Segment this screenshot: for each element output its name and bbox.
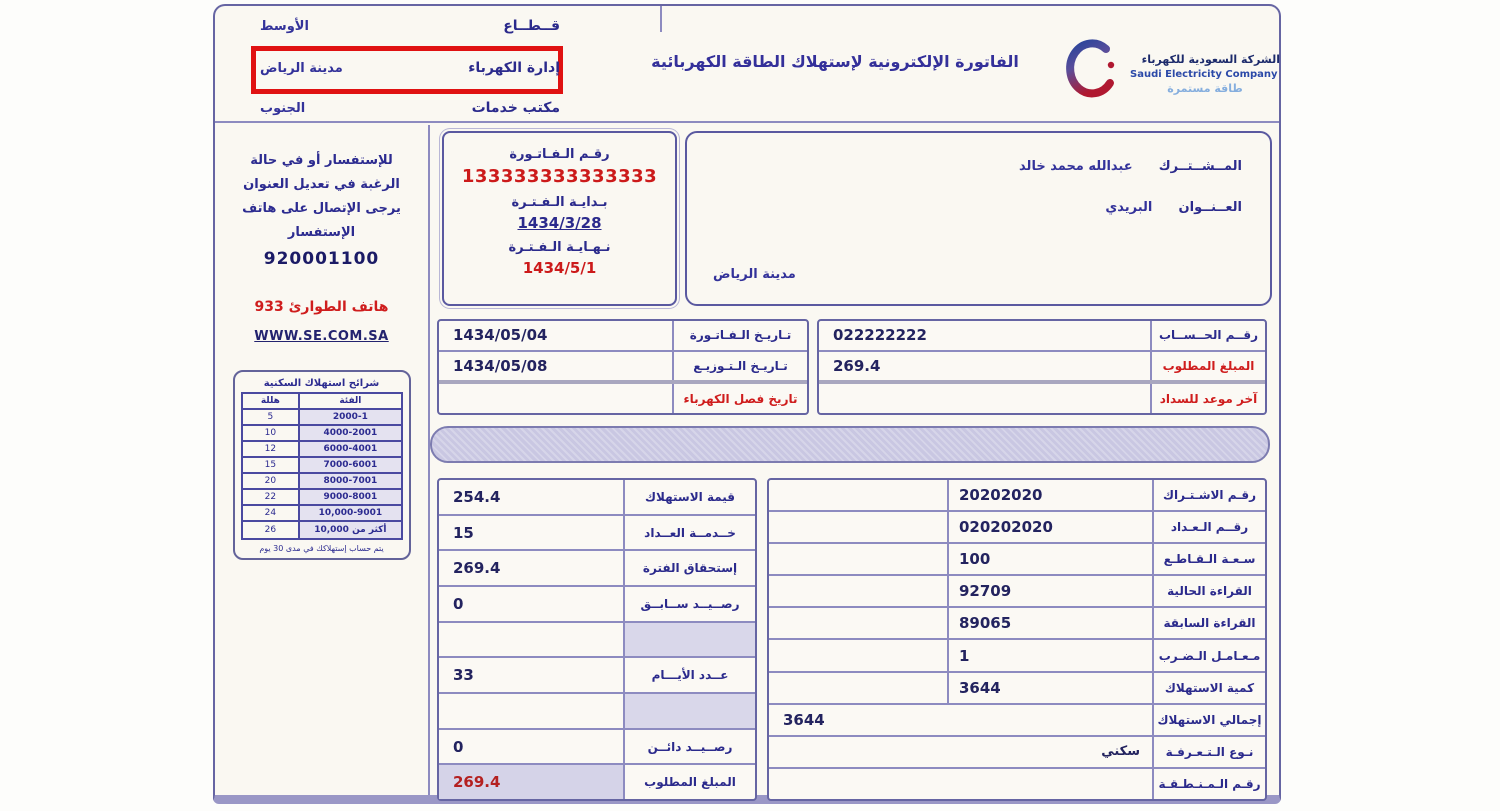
address-row: [687, 200, 1270, 215]
previous-reading-label: القراءة السابقة: [1152, 608, 1265, 638]
inquiry-phone: 920001100: [263, 249, 380, 270]
table-row: [439, 765, 755, 799]
period-due-label: إستحقاق الفترة: [623, 551, 755, 585]
account-number-value: 022222222: [833, 326, 927, 345]
payment-deadline-label: آخر موعد للسداد: [1150, 384, 1265, 413]
amount-due-label: المبلغ المطلوب: [1150, 352, 1265, 381]
table-row: [439, 384, 807, 413]
customer-box: [685, 131, 1272, 306]
consumption-value: 254.4: [453, 487, 501, 506]
separator-band: [430, 426, 1270, 463]
logo-name-english: Saudi Electricity Company: [1130, 69, 1278, 80]
table-row: [439, 321, 807, 352]
multiplier-value: 1: [947, 640, 1152, 670]
table-row: [439, 516, 755, 552]
invoice-number-value: 133333333333333: [461, 166, 658, 187]
sec-swoosh-icon: [1060, 35, 1122, 113]
tariff-range: 2000-1: [298, 410, 400, 424]
tariff-range: أكثر من 10,000: [298, 522, 400, 538]
header-divider-tick: [660, 6, 662, 32]
total-consumption-value: 3644: [783, 710, 825, 729]
subscriber-label: المــشــتــرك: [1158, 159, 1242, 174]
empty-value: [439, 694, 623, 728]
distribution-date-value: 1434/05/08: [453, 357, 548, 375]
table-row: [769, 544, 1265, 576]
account-number-label: رقــم الحــســاب: [1150, 321, 1265, 350]
tariff-box: [233, 370, 411, 560]
tariff-type-label: نـوع الـتـعـرفـة: [1152, 737, 1265, 767]
tariff-price: 5: [267, 412, 274, 423]
total-consumption-label: إجمالي الاستهلاك: [1152, 705, 1265, 735]
previous-reading-value: 89065: [947, 608, 1152, 638]
admin-value: مدينة الرياض: [260, 60, 343, 76]
total-due-label: المبلغ المطلوب: [623, 765, 755, 799]
table-row: [439, 551, 755, 587]
address-label: العــنــوان: [1178, 200, 1242, 215]
tariff-range: 4000-2001: [298, 426, 400, 440]
tariff-row: [243, 410, 401, 426]
region-number-value: [769, 769, 1152, 799]
empty-cell: [769, 512, 947, 542]
table-row: [769, 673, 1265, 705]
tariff-price: 24: [264, 508, 277, 519]
amount-due-value: 269.4: [833, 357, 881, 375]
credit-balance-value: 0: [453, 737, 464, 756]
empty-cell: [769, 480, 947, 510]
days-count-label: عــدد الأيـــام: [623, 658, 755, 692]
left-sidebar: [215, 125, 430, 795]
table-row: [439, 480, 755, 516]
multiplier-label: مـعـامـل الـضـرب: [1152, 640, 1265, 670]
table-row: [769, 576, 1265, 608]
tariff-row: [243, 474, 401, 490]
tariff-header-row: [243, 394, 401, 410]
tariff-price: 26: [264, 525, 277, 536]
consumption-value-label: قيمة الاستهلاك: [623, 480, 755, 514]
bill-header: [215, 6, 1279, 123]
logo-text: [1130, 53, 1280, 95]
sector-label: قــطــاع: [503, 18, 560, 34]
tariff-col-price: هللة: [243, 396, 299, 406]
emergency-phone: هاتف الطوارئ 933: [254, 299, 389, 316]
office-value: الجنوب: [260, 100, 306, 116]
table-row: [769, 737, 1265, 769]
tariff-row: [243, 458, 401, 474]
tariff-row: [243, 490, 401, 506]
table-row: [439, 730, 755, 766]
payment-deadline-value: [819, 384, 1150, 413]
website-link[interactable]: WWW.SE.COM.SA: [254, 329, 389, 345]
table-row: [819, 321, 1265, 352]
tariff-range: 10,000-9001: [298, 506, 400, 520]
empty-cell: [769, 608, 947, 638]
logo-name-arabic: الشركة السعودية للكهرباء: [1141, 53, 1280, 66]
credit-balance-label: رصــيــد دائــن: [623, 730, 755, 764]
breaker-capacity-value: 100: [947, 544, 1152, 574]
consumption-quantity-label: كمية الاستهلاك: [1152, 673, 1265, 703]
tariff-range: 6000-4001: [298, 442, 400, 456]
sector-value: الأوسط: [260, 18, 309, 34]
table-row: [439, 658, 755, 694]
empty-cell: [769, 640, 947, 670]
header-row-office: [260, 100, 560, 116]
address-value: البريدي: [1105, 200, 1153, 215]
empty-label: [623, 623, 755, 657]
empty-value: [439, 623, 623, 657]
tariff-price: 15: [264, 460, 277, 471]
region-number-label: رقـم الـمـنـطـقـة: [1152, 769, 1265, 799]
consumption-quantity-value: 3644: [947, 673, 1152, 703]
tariff-row: [243, 426, 401, 442]
invoice-number-label: رقـم الـفـاتـورة: [509, 147, 610, 162]
current-reading-label: القراءة الحالية: [1152, 576, 1265, 606]
days-count-value: 33: [453, 666, 474, 685]
table-row: [819, 384, 1265, 413]
tariff-range: 7000-6001: [298, 458, 400, 472]
distribution-date-label: تـاريـخ الـتـوزيـع: [672, 352, 807, 381]
tariff-row: [243, 522, 401, 538]
subscriber-row: [687, 159, 1270, 174]
tariff-col-range: الفئة: [298, 394, 400, 408]
meter-service-value: 15: [453, 523, 474, 542]
empty-cell: [769, 544, 947, 574]
tariff-row: [243, 506, 401, 522]
current-reading-value: 92709: [947, 576, 1152, 606]
tariff-row: [243, 442, 401, 458]
table-row: [769, 480, 1265, 512]
empty-label: [623, 694, 755, 728]
disconnection-date-value: [439, 384, 672, 413]
invoice-date-label: تـاريـخ الـفـاتـورة: [672, 321, 807, 350]
tariff-price: 22: [264, 492, 277, 503]
logo-tagline: طاقة مستمرة: [1167, 82, 1243, 95]
empty-cell: [769, 576, 947, 606]
subscription-number-label: رقـم الاشـتـراك: [1152, 480, 1265, 510]
header-row-sector: [260, 18, 560, 34]
tariff-price: 20: [264, 476, 277, 487]
table-row: [769, 769, 1265, 799]
meter-number-label: رقــم الـعـداد: [1152, 512, 1265, 542]
period-end-value: 1434/5/1: [522, 259, 597, 277]
details-table: [767, 478, 1267, 801]
total-due-value: 269.4: [439, 765, 623, 799]
invoice-number-box: [442, 131, 677, 306]
tariff-title: شرائح استهلاك السكنية: [263, 378, 380, 390]
header-row-admin: [260, 60, 560, 76]
table-row: [769, 640, 1265, 672]
electricity-bill-document: [213, 4, 1281, 804]
breaker-capacity-label: سـعـة الـقـاطـع: [1152, 544, 1265, 574]
empty-cell: [769, 673, 947, 703]
period-end-label: نـهـايـة الـفـتـرة: [508, 240, 611, 255]
subscriber-name: عبدالله محمد خالد: [1019, 159, 1133, 174]
inquiry-text: للإستفسار أو في حالة الرغبة في تعديل العنوان يرجى الإتصال على هاتف الإستفسار: [242, 153, 401, 241]
company-logo: [1060, 28, 1280, 120]
table-row: [439, 694, 755, 730]
tariff-footnote: يتم حساب إستهلاكك في مدى 30 يوم: [259, 544, 384, 554]
admin-label: إدارة الكهرباء: [468, 60, 560, 76]
invoice-date-value: 1434/05/04: [453, 326, 548, 345]
period-start-label: بـدايـة الـفـتـرة: [511, 195, 608, 210]
table-row: [769, 512, 1265, 544]
meter-number-value: 020202020: [947, 512, 1152, 542]
meter-service-label: خــدمــة العــداد: [623, 516, 755, 550]
previous-balance-label: رصــيــد ســابــق: [623, 587, 755, 621]
tariff-range: 9000-8001: [298, 490, 400, 504]
table-row: [769, 608, 1265, 640]
period-due-value: 269.4: [453, 559, 501, 578]
table-row: [439, 587, 755, 623]
bill-title: الفاتورة الإلكترونية لإستهلاك الطاقة الكهربائية: [651, 52, 1019, 71]
tariff-type-value: سكني: [1101, 744, 1140, 760]
table-row: [769, 705, 1265, 737]
tariff-price: 12: [264, 444, 277, 455]
tariff-range: 8000-7001: [298, 474, 400, 488]
tariff-table: [241, 392, 403, 540]
dates-table: [437, 319, 809, 415]
amounts-table: [437, 478, 757, 801]
table-row: [819, 352, 1265, 385]
period-start-value: 1434/3/28: [517, 214, 602, 232]
office-label: مكتب خدمات: [471, 100, 560, 116]
table-row: [439, 623, 755, 659]
tariff-price: 10: [264, 428, 277, 439]
previous-balance-value: 0: [453, 594, 464, 613]
disconnection-date-label: تاريخ فصل الكهرباء: [672, 384, 807, 413]
subscription-number-value: 20202020: [947, 480, 1152, 510]
table-row: [439, 352, 807, 385]
account-table: [817, 319, 1267, 415]
customer-city: مدينة الرياض: [713, 267, 796, 282]
